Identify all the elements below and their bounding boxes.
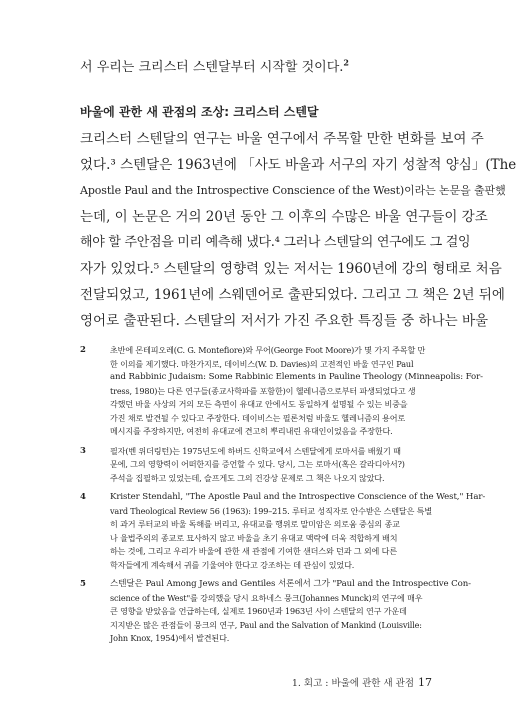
intro-text: 서 우리는 크리스터 스텐달부터 시작할 것이다. (80, 60, 344, 75)
footnote-line: 스텐달은 Paul Among Jews and Gentiles 서론에서 그가 "Paul and the Introspective Con- (110, 579, 471, 589)
footnote-number: 3 (80, 445, 86, 456)
body-line: 었다.³ 스텐달은 1963년에 「사도 바울과 서구의 자기 성찰적 양심」(The (80, 157, 516, 173)
body-line: 영어로 출판된다. 스텐달의 저서가 가진 주요한 특징들 중 하나는 바울 (80, 313, 489, 329)
footnote-line: 초반에 몬테피오레(C. G. Montefiore)와 무어(George Foot Moore)가 몇 가지 주목할 만 (110, 345, 426, 355)
footnote-line: 메시지를 주장하지만, 여전히 유대교에 견고히 뿌리내린 유대인이었음을 주장한다. (110, 426, 393, 436)
body-line: 해야 할 주안점을 미리 예측해 냈다.⁴ 그러나 스텐달의 연구에도 그 걸잉 (80, 235, 471, 250)
body-line: 전달되었고, 1961년에 스웨덴어로 출판되었다. 그리고 그 책은 2년 뒤에 (80, 287, 505, 303)
footnote-5 (80, 578, 471, 646)
body-line: 자가 있었다.⁵ 스텐달의 영향력 있는 저서는 1960년에 강의 형태로 처음 (80, 261, 502, 277)
body-line: 크리스터 스텐달의 연구는 바울 연구에서 주목할 만한 변화를 보여 주 (80, 131, 484, 147)
page-number: 17 (418, 676, 432, 689)
footnote-number: 5 (80, 579, 86, 589)
intro-paragraph-tail (80, 57, 420, 76)
footnote-number: 4 (80, 492, 86, 502)
body-text (80, 126, 516, 334)
footnote-line: 주석을 집필하고 있었는데, 슬프게도 그의 건강상 문제로 그 책은 나오지 않았다. (110, 472, 385, 483)
footnote-line: 히 과거 루터교의 바울 독해를 버리고, 유대교를 행위로 말미암은 의로움 중심의 종교 (110, 519, 400, 529)
footnote-line: 문에, 그의 영향력이 어떠한지를 증언할 수 있다. 당시, 그는 로마서(혹은 갈라디아서?) (110, 459, 405, 469)
footnote-line: science of the West"를 강의했을 당시 요하네스 뭉크(Johannes Munck)의 연구에 매우 (110, 592, 423, 603)
footnote-number: 2 (80, 345, 86, 355)
footnote-line: 지지받은 많은 관점들이 뭉크의 연구, Paul and the Salvation of Mankind (Louisville: (110, 619, 422, 630)
footnote-line: Krister Stendahl, "The Apostle Paul and the Introspective Conscience of the West," Har- (110, 492, 486, 502)
footnote-line: 각했던 바울 사상의 거의 모든 측면이 유대교 안에서도 동일하게 설명될 수 있는 비중을 (110, 399, 408, 409)
running-head: 1. 회고 : 바울에 관한 새 관점 (291, 678, 414, 689)
footnote-2 (80, 344, 483, 439)
footnote-3 (80, 445, 432, 486)
footnote-line: 하는 것에, 그리고 우리가 바울에 관한 새 관점에 기여한 샌더스와 던과 그 외에 다른 (110, 546, 397, 556)
page-footer (0, 676, 432, 691)
body-line: Apostle Paul and the Introspective Conscience of the West)이라는 논문을 출판했 (80, 184, 506, 197)
footnote-line: vard Theological Review 56 (1963): 199–215. 루터교 성직자로 안수받은 스텐달은 특별 (110, 505, 433, 516)
body-line: 는데, 이 논문은 거의 20년 동안 그 이후의 수많은 바울 연구들이 강조 (80, 209, 488, 225)
section-heading: 바울에 관한 새 관점의 조상: 크리스터 스텐달 (80, 105, 319, 119)
footnote-line: 큰 영향을 받았음을 언급하는데, 실제로 1960년과 1963년 사이 스텐달의 연구 가운데 (110, 606, 407, 616)
footnote-line: John Knox, 1954)에서 발견된다. (110, 633, 230, 643)
footnote-4 (80, 491, 486, 572)
footnote-line: tress, 1980)는 다른 연구들(종교사학파를 포함한)이 헬레니즘으로부터 파생되었다고 생 (110, 385, 416, 396)
footnote-line: 나 율법주의의 종교로 묘사하지 않고 바울을 초기 유대교 맥락에 더욱 적합하게 배치 (110, 532, 398, 543)
footnote-line: 가진 채로 발견될 수 있다고 주장한다. 데이비스는 필론처럼 바울도 헬레니즘의 용어로 (110, 412, 406, 423)
footnote-line: 한 이의를 제기했다. 마찬가지로, 데이비스(W. D. Davies)의 고전적인 바울 연구인 Paul (110, 358, 414, 369)
footnote-line: 필자(벤 위더링턴)는 1975년도에 하버드 신학교에서 스텐달에게 로마서를 배웠기 때 (110, 445, 401, 456)
footnotes (80, 344, 486, 652)
footnote-line: 학자들에게 계속해서 귀를 기울여야 한다고 강조하는 데 관심이 있었다. (110, 559, 355, 570)
footnote-line: and Rabbinic Judaism: Some Rabbinic Elements in Pauline Theology (Minneapolis: For- (110, 372, 483, 382)
footnote-ref-2: 2 (343, 57, 349, 68)
